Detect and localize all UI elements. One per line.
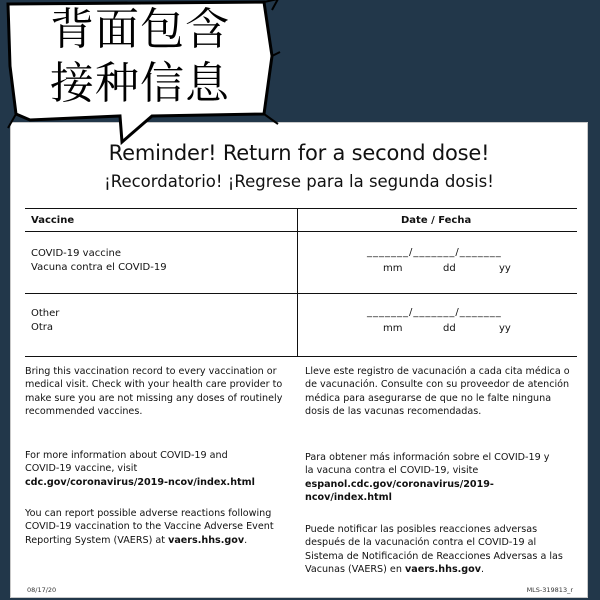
vaers-link-es[interactable]: vaers.hhs.gov (404, 564, 482, 576)
column-header-date: Date / Fecha (401, 215, 472, 226)
date-blank-field: _______/_______/_______ (367, 307, 502, 318)
row-label-en: COVID-19 vaccine (31, 248, 121, 259)
form-code: MLS-319813_r (526, 586, 573, 594)
table-row-label (31, 247, 167, 275)
table-row-label (31, 307, 59, 335)
year-label: yy (499, 263, 511, 274)
instruction-paragraph-es: Lleve este registro de vacunación a cada cita médica o de vacunación. Consulte con su proveedor de atención médica para asegurarse de que no le falte ninguna dosis de las vacunas recomendadas. (305, 366, 570, 418)
info-paragraph-en (25, 449, 255, 489)
vaers-paragraph-es: Puede notificar las posibles reacciones adversas después de la vacunación contra el COVID-19 al Sistema de Notificación de Reacciones Adversas a las Vacunas (VAERS) en vaers.hhs.gov. (305, 524, 563, 576)
vaccination-card-back (10, 122, 588, 598)
bubble-line-2: 接种信息 (50, 58, 230, 109)
date-blank-field: _______/_______/_______ (367, 247, 502, 258)
table-row-divider (25, 293, 577, 294)
vaers-text-en: You can report possible adverse reactions following COVID-19 vaccination to the Vaccine Adverse Event Reporting System (VAERS) at (25, 508, 274, 546)
row-label-en: Other (31, 308, 60, 319)
day-label: dd (443, 263, 456, 274)
month-label: mm (383, 323, 403, 334)
column-header-vaccine: Vaccine (31, 215, 75, 226)
info-text-en: For more information about COVID-19 and COVID-19 vaccine, visit (25, 450, 228, 475)
row-label-es: Otra (31, 322, 54, 333)
instruction-paragraph-en: Bring this vaccination record to every vaccination or medical visit. Check with your health care provider to make sure you are not missing any doses of routinely recommended vaccines. (25, 366, 283, 418)
vaers-text-es: Puede notificar las posibles reacciones adversas después de la vacunación contra el COVID-19 al Sistema de Notificación de Reacciones Adversas a las Vacunas (VAERS) en (305, 524, 563, 576)
reminder-title-en: Reminder! Return for a second dose! (108, 141, 490, 165)
table-column-divider (297, 209, 298, 356)
cdc-espanol-link[interactable]: espanol.cdc.gov/coronavirus/2019-ncov/index.html (305, 478, 494, 504)
speech-bubble (2, 0, 272, 128)
year-label: yy (499, 323, 511, 334)
vaers-link[interactable]: vaers.hhs.gov (168, 534, 245, 546)
month-label: mm (383, 263, 403, 274)
vaers-paragraph-en: You can report possible adverse reactions following COVID-19 vaccination to the Vaccine Adverse Event Reporting System (VAERS) at vaers.hhs.gov. (25, 508, 274, 546)
day-label: dd (443, 323, 456, 334)
vaccine-date-table (25, 208, 577, 357)
bubble-line-1: 背面包含 (50, 4, 230, 55)
info-text-es: Para obtener más información sobre el COVID-19 y la vacuna contra el COVID-19, visite (305, 452, 550, 477)
table-header-divider (25, 231, 577, 232)
cdc-link[interactable]: cdc.gov/coronavirus/2019-ncov/index.html (25, 476, 255, 488)
row-label-es: Vacuna contra el COVID-19 (31, 262, 167, 273)
print-date: 08/17/20 (27, 586, 57, 594)
info-paragraph-es (305, 451, 555, 505)
reminder-title-es: ¡Recordatorio! ¡Regrese para la segunda dosis! (104, 172, 494, 191)
